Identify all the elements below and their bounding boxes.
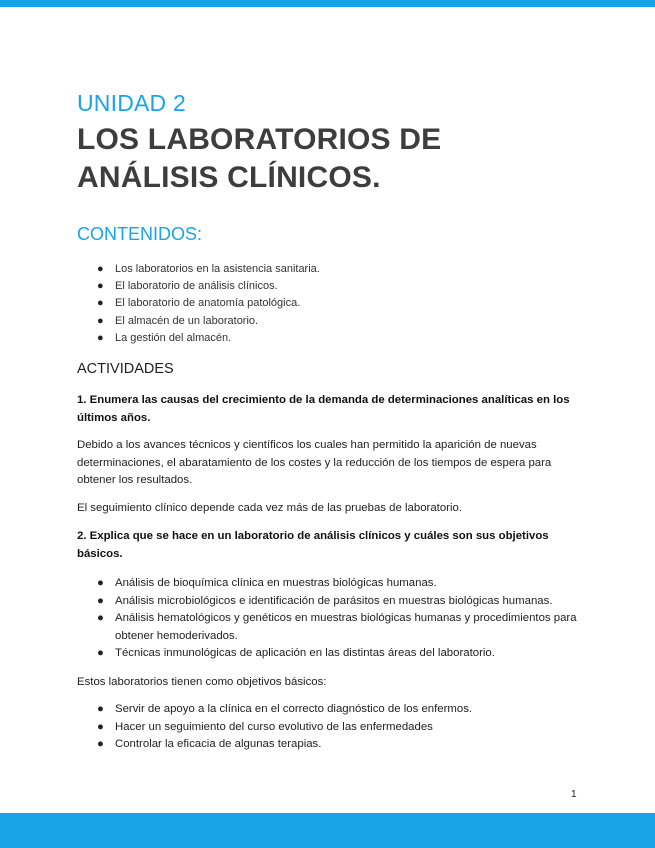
list-item <box>77 295 320 312</box>
contents-list <box>77 261 320 347</box>
list-item <box>77 701 577 719</box>
list-item-text: Hacer un seguimiento del curso evolutivo de las enfermedades <box>115 720 433 733</box>
bullet-icon: ● <box>97 612 104 625</box>
list-item <box>77 313 320 330</box>
bullet-icon: ● <box>97 703 104 715</box>
list-item <box>77 261 320 278</box>
bullet-icon: ● <box>97 280 104 293</box>
list-item <box>77 610 577 645</box>
list-item <box>77 330 320 347</box>
bullet-icon: ● <box>97 263 104 275</box>
question-1: 1. Enumera las causas del crecimiento de la demanda de determinaciones analíticas en los últimos años. <box>77 394 570 424</box>
list-item-text: Servir de apoyo a la clínica en el correcto diagnóstico de los enfermos. <box>115 703 473 715</box>
list-item <box>77 719 577 737</box>
answer-1-paragraph-1: Debido a los avances técnicos y científicos los cuales han permitido la aparición de nuevas determinaciones, el abaratamiento de los costes y la reducción de los tiempos de espera para obtener los resultados. <box>77 439 552 487</box>
list-item-text: La gestión del almacén. <box>115 331 232 344</box>
bullet-icon: ● <box>97 594 104 607</box>
page-title-line-2: ANÁLISIS CLÍNICOS. <box>77 161 381 194</box>
objectives-list <box>77 701 577 754</box>
bullet-icon: ● <box>97 331 104 344</box>
list-item-text: Los laboratorios en la asistencia sanitaria. <box>115 263 320 275</box>
page-number: 1 <box>571 789 577 800</box>
bullet-icon: ● <box>97 297 104 310</box>
list-item-text: Técnicas inmunológicas de aplicación en las distintas áreas del laboratorio. <box>115 647 495 660</box>
contents-heading: CONTENIDOS: <box>77 224 203 244</box>
bullet-icon: ● <box>97 314 104 327</box>
top-accent-bar <box>0 0 655 7</box>
list-item-text: Análisis de bioquímica clínica en muestras biológicas humanas. <box>115 577 437 589</box>
list-item-text: El laboratorio de anatomía patológica. <box>115 297 301 310</box>
list-item-text: El laboratorio de análisis clínicos. <box>115 280 278 293</box>
unit-label: UNIDAD 2 <box>77 90 186 116</box>
list-item-text: Controlar la eficacia de algunas terapias. <box>115 738 322 751</box>
bullet-icon: ● <box>97 738 104 751</box>
answer-1-paragraph-2: El seguimiento clínico depende cada vez más de las pruebas de laboratorio. <box>77 502 462 514</box>
page-title-line-1: LOS LABORATORIOS DE <box>77 123 442 156</box>
list-item <box>77 575 577 593</box>
bullet-icon: ● <box>97 720 104 733</box>
question-2: 2. Explica que se hace en un laboratorio de análisis clínicos y cuáles son sus objetivos básicos. <box>77 530 549 560</box>
list-item-text: Análisis hematológicos y genéticos en muestras biológicas humanas y procedimientos para obtener hemoderivados. <box>115 612 577 642</box>
activities-heading: ACTIVIDADES <box>77 361 174 377</box>
objectives-intro: Estos laboratorios tienen como objetivos básicos: <box>77 676 327 688</box>
bullet-icon: ● <box>97 647 104 660</box>
bullet-icon: ● <box>97 577 104 589</box>
list-item <box>77 278 320 295</box>
page-title <box>77 121 577 197</box>
lab-activities-list <box>77 575 577 663</box>
list-item <box>77 736 577 754</box>
list-item <box>77 645 577 663</box>
list-item-text: El almacén de un laboratorio. <box>115 314 259 327</box>
list-item <box>77 593 577 611</box>
list-item-text: Análisis microbiológicos e identificación de parásitos en muestras biológicas humanas. <box>115 594 553 607</box>
bottom-accent-bar <box>0 813 655 848</box>
